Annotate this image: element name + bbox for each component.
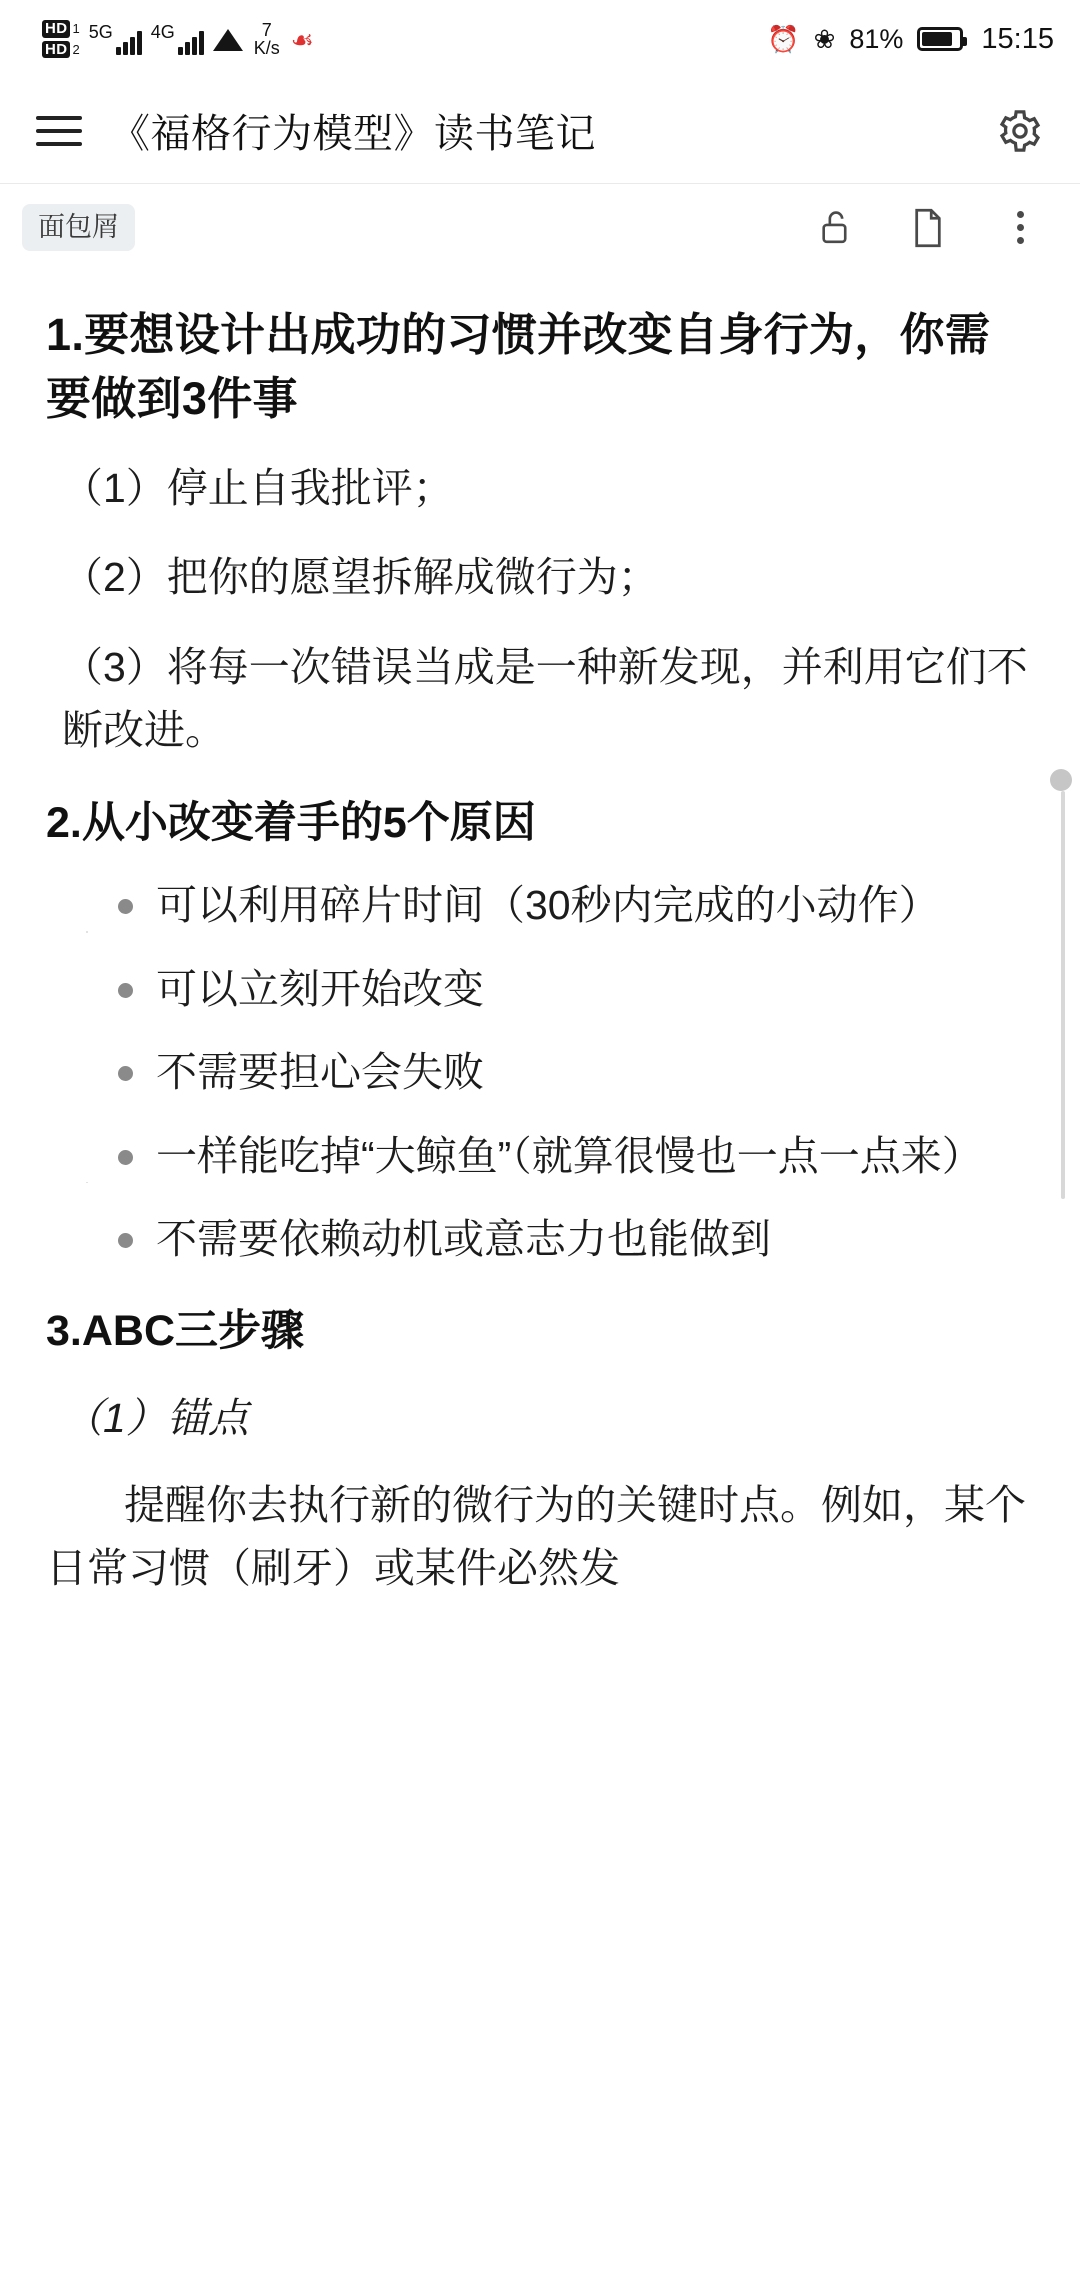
heading-2: 2.从小改变着手的5个原因 <box>46 798 536 847</box>
app-bar <box>0 78 1080 183</box>
signal-sim-2 <box>151 23 204 55</box>
bullet-list <box>46 875 1034 1271</box>
hamburger-menu-icon[interactable] <box>30 102 88 160</box>
vertical-scrollbar[interactable] <box>1056 769 1070 1199</box>
wifi-icon <box>213 27 243 51</box>
status-bar <box>0 0 1080 78</box>
document-page-icon[interactable] <box>904 204 952 252</box>
toolbar-actions <box>812 204 1044 252</box>
signal-sim-1 <box>89 23 142 55</box>
status-bar-right <box>767 23 1054 56</box>
document-content[interactable] <box>0 271 1080 2280</box>
status-bar-left <box>42 20 317 59</box>
hd-sub-2: 2 <box>72 41 80 57</box>
network-speed-unit: K/s <box>253 38 280 58</box>
signal-bars-2-icon <box>178 29 204 55</box>
hd-badge-2 <box>42 41 80 59</box>
app-notification-icon: ☙ <box>290 25 315 55</box>
network-speed-value: 7 <box>261 19 272 40</box>
hd-badge-1 <box>42 20 80 38</box>
status-clock: 15:15 <box>981 22 1054 55</box>
paragraph-1-3: （3）将每一次错误当成是一种新发现，并利用它们不断改进。 <box>62 643 1028 754</box>
more-vertical-icon[interactable] <box>996 204 1044 252</box>
heading-3: 3.ABC三步骤 <box>46 1306 305 1355</box>
list-item: 不需要依赖动机或意志力也能做到 <box>46 1209 1034 1271</box>
heading-1: 1.要想设计出成功的习惯并改变自身行为，你需要做到3件事 <box>46 309 991 424</box>
scrollbar-thumb[interactable] <box>1050 769 1072 791</box>
battery-percent-label: 81% <box>849 23 904 54</box>
paragraph-3-1: （1）锚点 <box>62 1394 249 1441</box>
breadcrumb[interactable]: 面包屑 <box>22 204 135 251</box>
list-item: 可以立刻开始改变 <box>46 959 1034 1021</box>
list-item: 一样能吃掉“大鲸鱼”（就算很慢也一点一点来） <box>46 1126 1034 1188</box>
paragraph-1-2: （2）把你的愿望拆解成微行为； <box>62 554 659 601</box>
network-type-1: 5G <box>88 22 113 42</box>
hd-label-1: HD <box>42 20 70 38</box>
bluetooth-icon: ❀ <box>813 24 836 54</box>
unlock-icon[interactable] <box>812 204 860 252</box>
alarm-clock-icon: ⏰ <box>767 24 800 54</box>
battery-icon <box>917 27 963 51</box>
hd-label-2: HD <box>42 41 70 59</box>
list-item: 不需要担心会失败 <box>46 1042 1034 1104</box>
list-item: 可以利用碎片时间（30秒内完成的小动作） <box>46 875 1034 937</box>
paragraph-1-1: （1）停止自我批评； <box>62 464 454 511</box>
gear-icon[interactable] <box>992 103 1048 159</box>
network-type-2: 4G <box>150 22 175 42</box>
scrollbar-track[interactable] <box>1061 791 1065 1199</box>
hd-indicators <box>42 20 80 59</box>
document-toolbar <box>0 183 1080 271</box>
paragraph-3-1-body: 提醒你去执行新的微行为的关键时点。例如，某个日常习惯（刷牙）或某件必然发 <box>46 1482 1026 1591</box>
signal-bars-1-icon <box>116 29 142 55</box>
network-speed <box>254 21 280 58</box>
page-title: 《福格行为模型》读书笔记 <box>110 112 596 156</box>
hd-sub-1: 1 <box>72 21 80 37</box>
